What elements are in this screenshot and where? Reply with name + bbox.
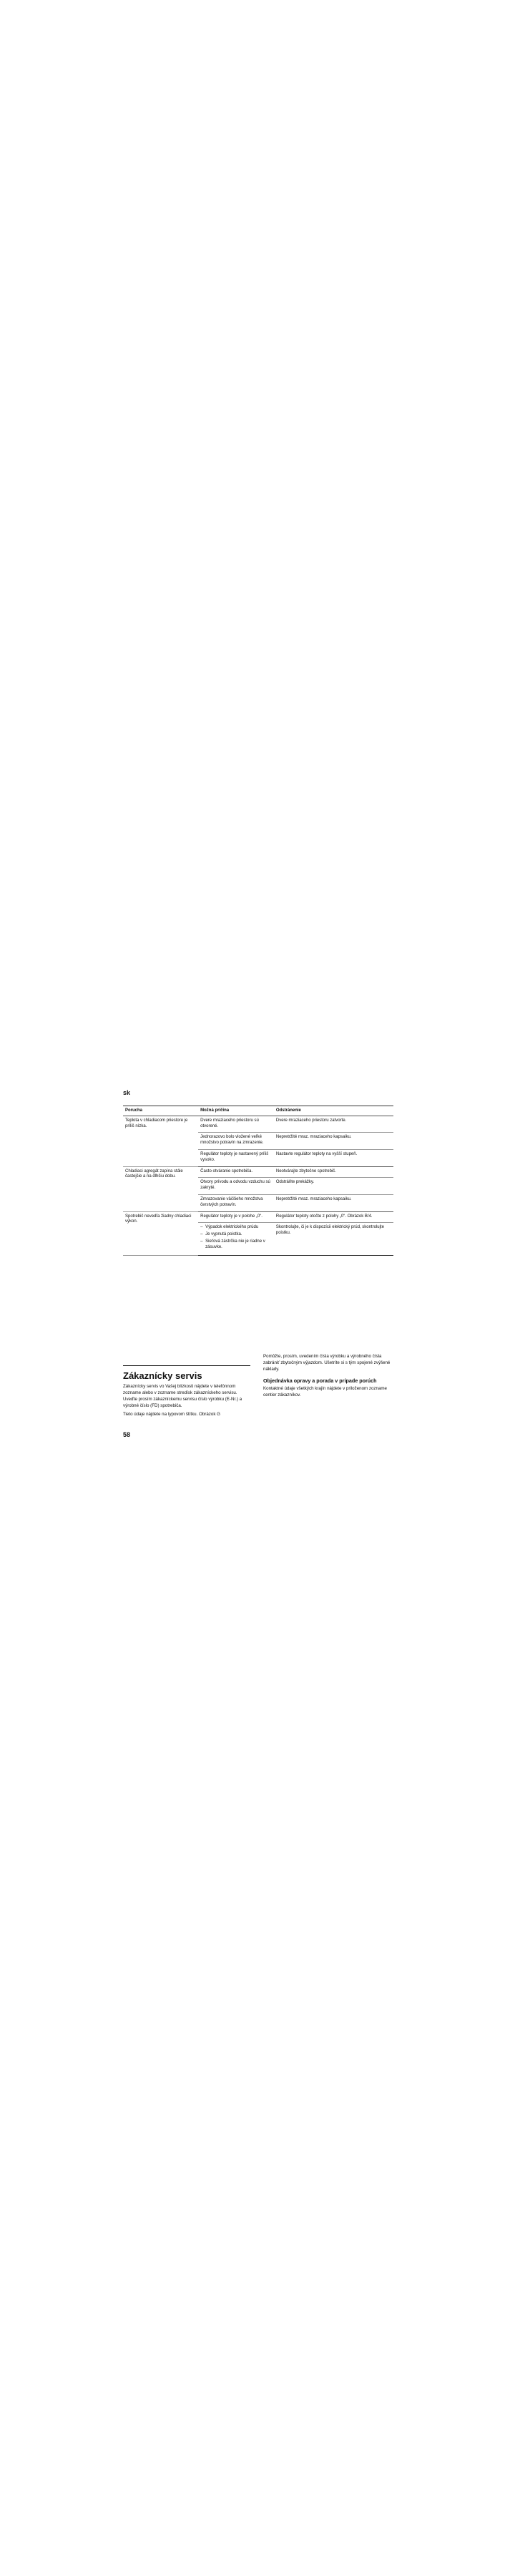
- table-row: [123, 1211, 393, 1223]
- problem-cell: Spotrebič nevedľa žiadny chladiaci výkon.: [123, 1211, 198, 1255]
- troubleshooting-table: [123, 1106, 393, 1256]
- language-code: sk: [123, 1089, 131, 1096]
- cause-cell: Zmrazovanie väčšieho množstva čerstvých potravín.: [198, 1194, 274, 1211]
- problem-cell: Teplota v chladiacom priestore je príliš nízka.: [123, 1116, 198, 1166]
- cause-cell: Otvory prívodu a odvodu vzduchu sú zakryté.: [198, 1178, 274, 1195]
- table-row: [123, 1116, 393, 1133]
- list-item: – Výpadok elektrického prúdu: [200, 1225, 272, 1231]
- remedy-cell: Nepretržité mraz. mraziaceho kapsaiku.: [274, 1194, 393, 1211]
- service-paragraph: Pomôžte, prosím, uvedením čísla výrobku a výrobného čísla zabrániť zbytočným výjazdom. Ušetríte si s tým spojené zvýšené náklady.: [263, 1354, 391, 1372]
- remedy-cell: Nastavte regulátor teploty na vyšší stupeň.: [274, 1149, 393, 1166]
- service-left-column: [123, 1365, 250, 1420]
- cause-cell: Regulátor teploty je nastavený príliš vysoko.: [198, 1149, 274, 1166]
- header-remedy: Odstránenie: [274, 1106, 393, 1116]
- cause-cell: Jednorazovo bolo vložené veľké množstvo potravín na zmrazenie.: [198, 1133, 274, 1150]
- remedy-cell: Odstráňte prekážky.: [274, 1178, 393, 1195]
- remedy-cell: Skontrolujte, či je k dispozícii elektrický prúd, skontrolujte poistku.: [274, 1223, 393, 1255]
- section-divider: [123, 1365, 250, 1366]
- list-item: – Sieťová zástrčka nie je riadne v zásuvke.: [200, 1239, 272, 1251]
- remedy-cell: Regulátor teploty otočte z polohy „0“. Obrázok B/4.: [274, 1211, 393, 1223]
- cause-cell: Dvere mraziaceho priestoru sú otvorené.: [198, 1116, 274, 1133]
- page-number: 58: [123, 1431, 131, 1438]
- remedy-cell: Neotvárajte zbytočne spotrebič.: [274, 1166, 393, 1178]
- service-paragraph: Tieto údaje nájdete na typovom štítku. Obrázok G: [123, 1411, 220, 1417]
- remedy-cell: Dvere mraziaceho priestoru zatvorte.: [274, 1116, 393, 1133]
- cause-cell: Často otváranie spotrebiča.: [198, 1166, 274, 1178]
- cause-cell: [198, 1223, 274, 1255]
- service-right-column: [263, 1354, 393, 1401]
- table-header-row: [123, 1106, 393, 1116]
- header-cause: Možná príčina: [198, 1106, 274, 1116]
- repair-order-heading: Objednávka opravy a porada v prípade porúch: [263, 1377, 377, 1384]
- remedy-cell: Nepretržité mraz. mraziaceho kapsaiku.: [274, 1133, 393, 1150]
- table-row: [123, 1166, 393, 1178]
- service-title: Zákaznícky servis: [123, 1370, 202, 1381]
- cause-list: [200, 1225, 272, 1250]
- cause-cell: Regulátor teploty je v polohe „0“.: [198, 1211, 274, 1223]
- repair-order-text: Kontaktné údaje všetkých krajín nájdete v priloženom zozname centier zákazníkov.: [263, 1385, 388, 1397]
- header-problem: Porucha: [123, 1106, 198, 1116]
- problem-cell: Chladiaci agregát zapína stále častejšie a na dlhšiu dobu.: [123, 1166, 198, 1211]
- list-item: – Je vypnutá poistka.: [200, 1232, 272, 1238]
- service-paragraph: Zákaznícky servis vo Vašej blízkosti nájdete v telefónnom zozname alebo v zozname stredísk zákazníckeho servisu. Uveďte prosím zákazníckemu servisu číslo výrobku (E-Nr.) a výrobné číslo (FD) spotrebiča.: [123, 1384, 242, 1408]
